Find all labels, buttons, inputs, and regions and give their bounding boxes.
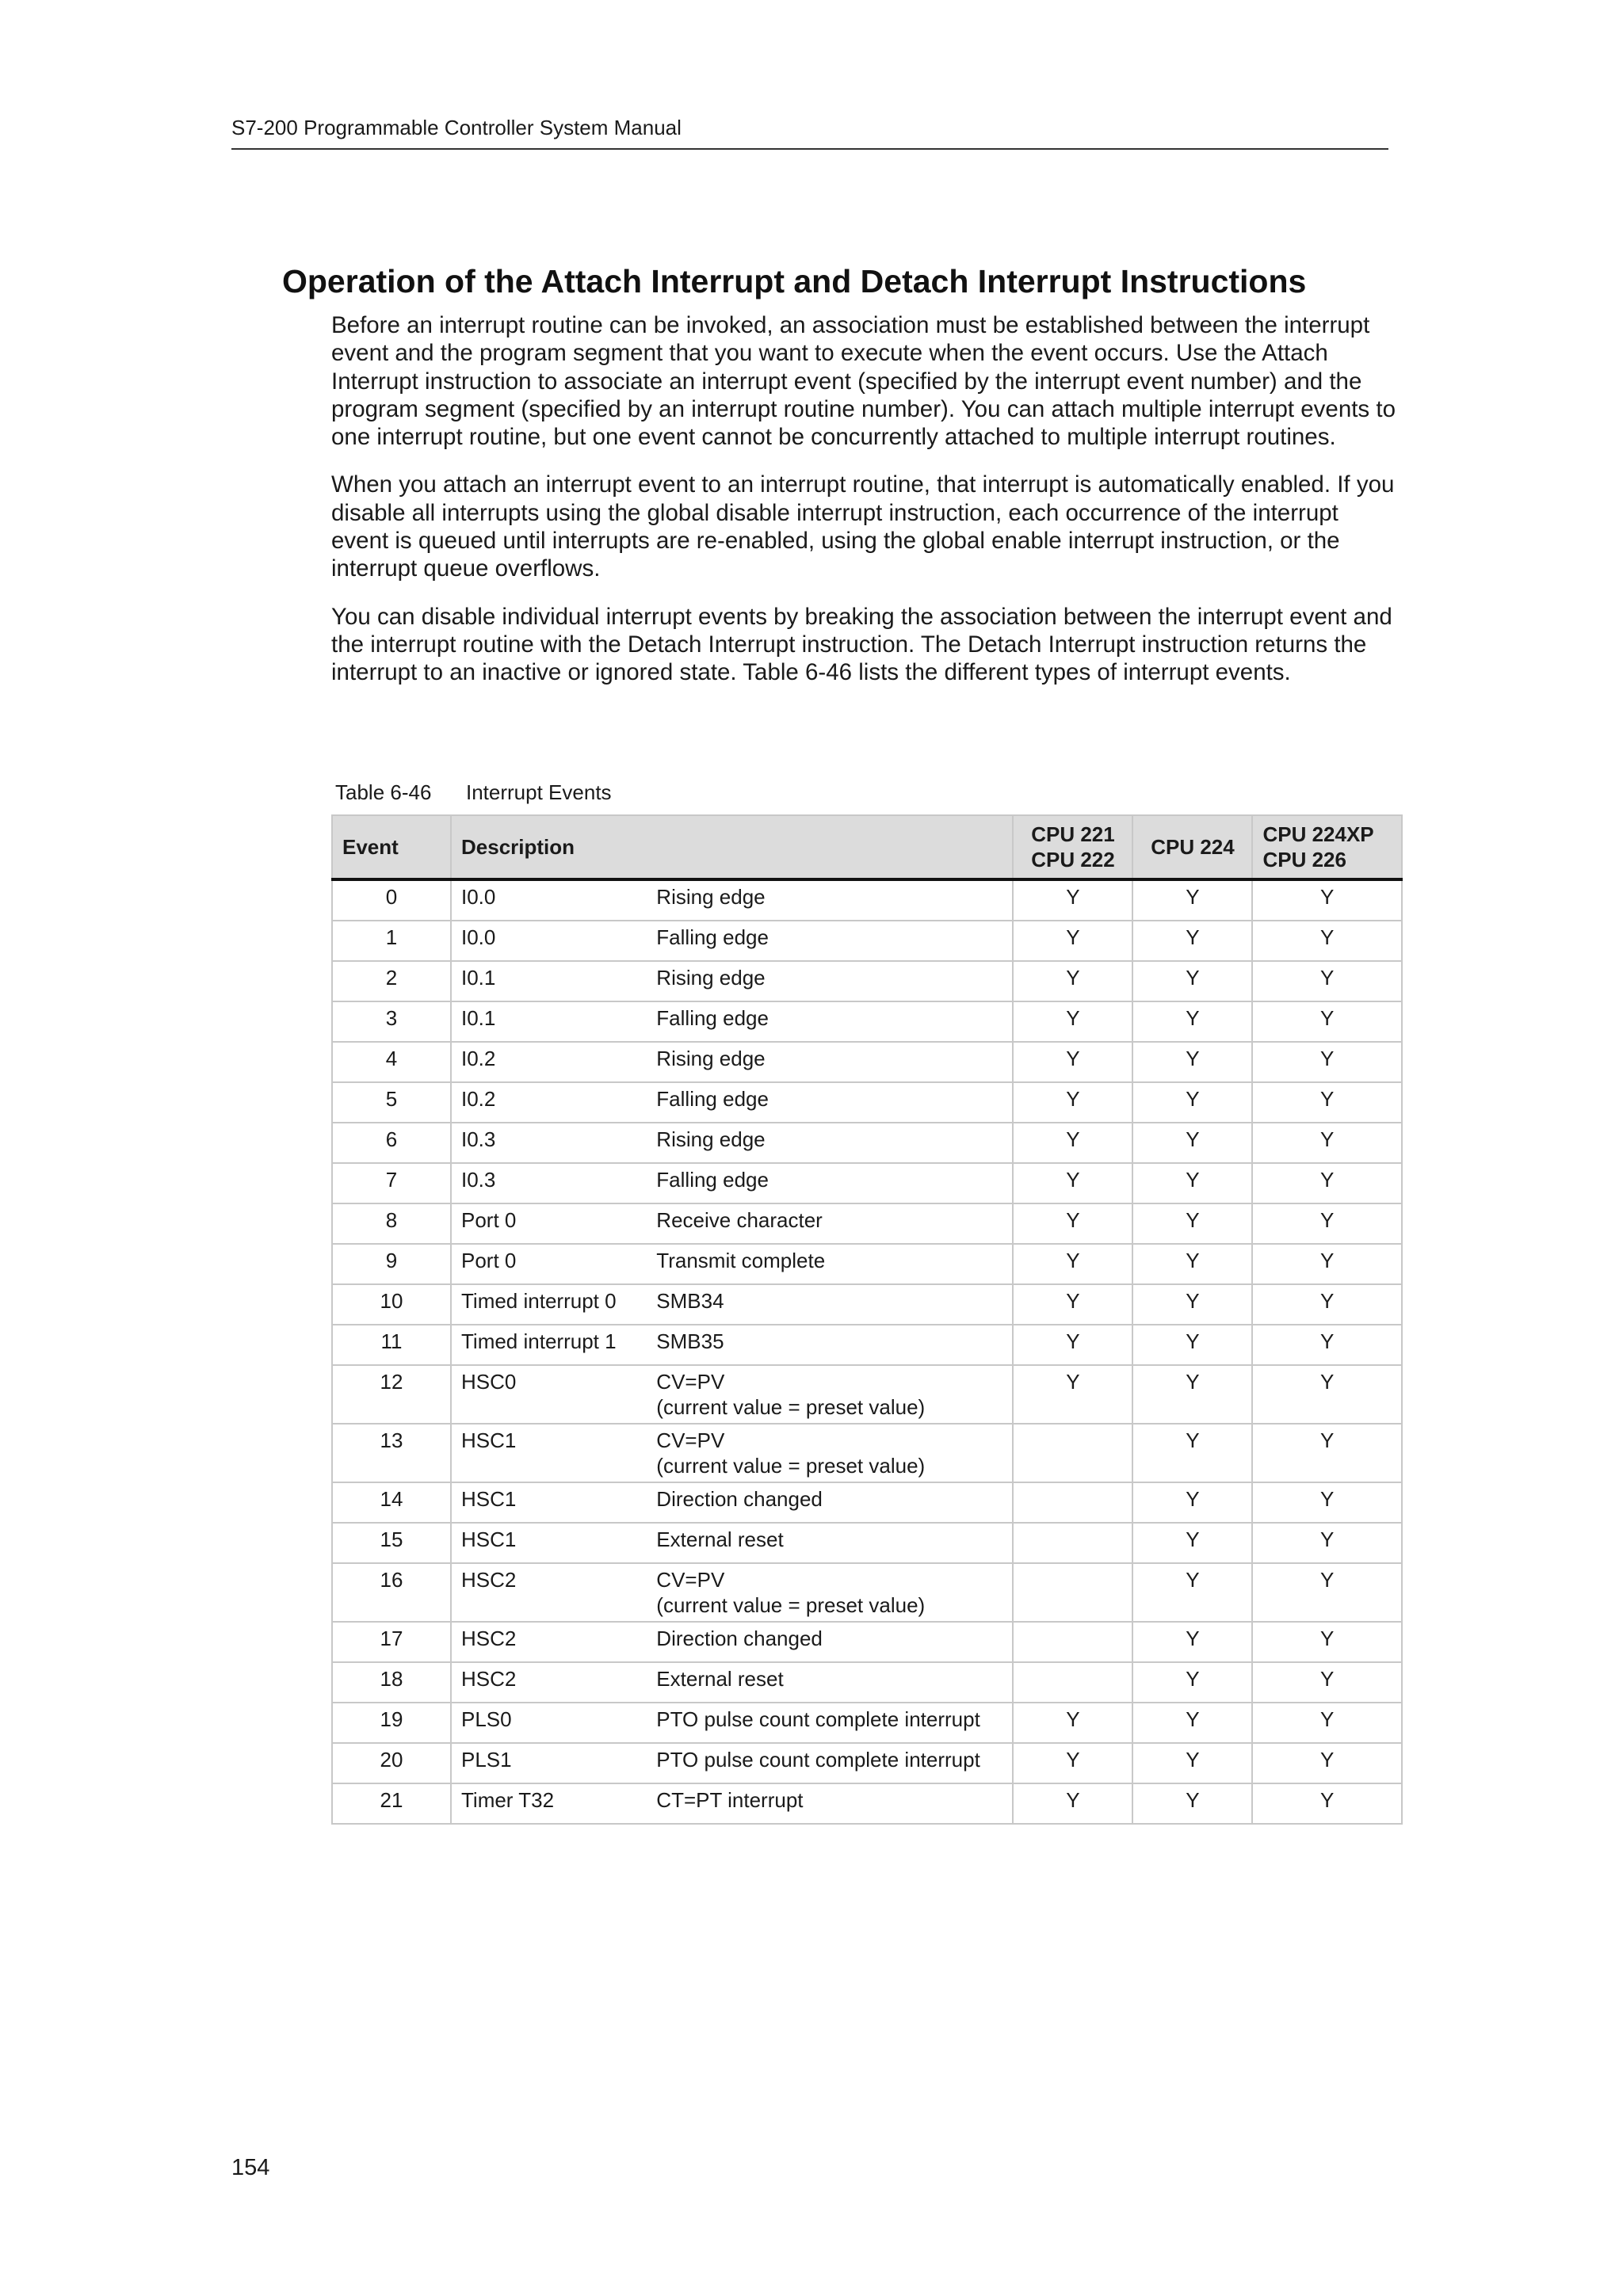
cpu221-222-cell: Y [1013, 1703, 1132, 1743]
header-event: Event [332, 815, 451, 879]
table-caption [335, 780, 612, 805]
event-cell: 17 [332, 1622, 451, 1662]
cpu224-cell: Y [1132, 1042, 1252, 1082]
source-cell: I0.3 [451, 1163, 647, 1203]
cpu221-222-cell: Y [1013, 1163, 1132, 1203]
event-cell: 21 [332, 1783, 451, 1824]
cpu224-cell: Y [1132, 1244, 1252, 1284]
table-row [332, 961, 1402, 1001]
table-row [332, 1001, 1402, 1042]
source-cell: Port 0 [451, 1244, 647, 1284]
table-row [332, 1082, 1402, 1123]
detail-text: PTO pulse count complete interrupt [656, 1707, 980, 1731]
source-cell: PLS1 [451, 1743, 647, 1783]
detail-cell [647, 879, 1013, 921]
source-cell: Port 0 [451, 1203, 647, 1244]
cpu221-222-cell [1013, 1563, 1132, 1622]
cpu224xp-226-cell: Y [1252, 1001, 1402, 1042]
event-cell: 13 [332, 1424, 451, 1482]
source-cell: HSC1 [451, 1482, 647, 1523]
cpu224-cell: Y [1132, 1123, 1252, 1163]
detail-cell [647, 1365, 1013, 1424]
table-row [332, 1743, 1402, 1783]
detail-cell [647, 961, 1013, 1001]
cpu224-cell: Y [1132, 1203, 1252, 1244]
source-cell: I0.1 [451, 1001, 647, 1042]
page-number: 154 [231, 2155, 270, 2180]
detail-cell [647, 1743, 1013, 1783]
interrupt-events-table [331, 814, 1403, 1825]
detail-text: Falling edge [656, 925, 769, 949]
cpu221-222-cell [1013, 1662, 1132, 1703]
cpu224-cell: Y [1132, 1284, 1252, 1325]
detail-subtext: (current value = preset value) [656, 1593, 926, 1617]
table-caption-title: Interrupt Events [466, 780, 612, 804]
source-cell: I0.2 [451, 1042, 647, 1082]
cpu224-cell: Y [1132, 1783, 1252, 1824]
detail-text: External reset [656, 1527, 784, 1551]
table-row [332, 1662, 1402, 1703]
source-cell: I0.2 [451, 1082, 647, 1123]
table-row [332, 1042, 1402, 1082]
table-row [332, 879, 1402, 921]
table-row [332, 1703, 1402, 1743]
header-cpu221-222 [1013, 815, 1132, 879]
detail-text: Transmit complete [656, 1249, 826, 1272]
cpu224xp-226-cell: Y [1252, 1523, 1402, 1563]
detail-cell [647, 1622, 1013, 1662]
detail-cell [647, 1783, 1013, 1824]
cpu224xp-226-cell: Y [1252, 1482, 1402, 1523]
section-title: Operation of the Attach Interrupt and Detach Interrupt Instructions [282, 263, 1307, 299]
cpu221-222-cell: Y [1013, 961, 1132, 1001]
cpu224-cell: Y [1132, 1424, 1252, 1482]
detail-cell [647, 1523, 1013, 1563]
cpu224xp-226-cell: Y [1252, 1082, 1402, 1123]
event-cell: 18 [332, 1662, 451, 1703]
event-cell: 11 [332, 1325, 451, 1365]
detail-text: Receive character [656, 1208, 823, 1232]
cpu224xp-226-cell: Y [1252, 1662, 1402, 1703]
detail-text: External reset [656, 1667, 784, 1691]
cpu224xp-226-cell: Y [1252, 1365, 1402, 1424]
detail-text: SMB35 [656, 1329, 724, 1353]
detail-text: CT=PT interrupt [656, 1788, 804, 1812]
cpu224-cell: Y [1132, 1482, 1252, 1523]
event-cell: 16 [332, 1563, 451, 1622]
detail-cell [647, 921, 1013, 961]
table-row [332, 1163, 1402, 1203]
detail-cell [647, 1284, 1013, 1325]
cpu224xp-226-cell: Y [1252, 1743, 1402, 1783]
cpu221-222-cell: Y [1013, 879, 1132, 921]
detail-text: Rising edge [656, 1127, 766, 1151]
cpu224xp-226-cell: Y [1252, 1244, 1402, 1284]
event-cell: 7 [332, 1163, 451, 1203]
cpu221-222-cell: Y [1013, 1325, 1132, 1365]
cpu224xp-226-cell: Y [1252, 1284, 1402, 1325]
header-cpu224: CPU 224 [1132, 815, 1252, 879]
source-cell: I0.1 [451, 961, 647, 1001]
cpu221-222-cell [1013, 1622, 1132, 1662]
cpu224xp-226-cell: Y [1252, 1042, 1402, 1082]
detail-cell [647, 1244, 1013, 1284]
paragraph: Before an interrupt routine can be invoked, an association must be established between the interrupt event and the program segment that you want to execute when the event occurs. Use the Attach Interrupt instruction to associate an interrupt event (specified by the interrupt event number) and the program segment (specified by an interrupt routine number). You can attach multiple interrupt events to one interrupt routine, but one event cannot be concurrently attached to multiple interrupt routines. [331, 312, 1396, 451]
cpu224xp-226-cell: Y [1252, 1703, 1402, 1743]
cpu224xp-226-cell: Y [1252, 1325, 1402, 1365]
event-cell: 3 [332, 1001, 451, 1042]
event-cell: 0 [332, 879, 451, 921]
cpu221-222-cell: Y [1013, 1082, 1132, 1123]
header-cpu224xp-226 [1252, 815, 1402, 879]
cpu224-cell: Y [1132, 1662, 1252, 1703]
cpu221-222-cell [1013, 1523, 1132, 1563]
event-cell: 12 [332, 1365, 451, 1424]
cpu224-cell: Y [1132, 1325, 1252, 1365]
detail-cell [647, 1482, 1013, 1523]
event-cell: 2 [332, 961, 451, 1001]
event-cell: 8 [332, 1203, 451, 1244]
cpu221-222-cell [1013, 1424, 1132, 1482]
cpu224-cell: Y [1132, 1082, 1252, 1123]
source-cell: HSC2 [451, 1662, 647, 1703]
detail-text: CV=PV [656, 1428, 725, 1452]
table-row [332, 1622, 1402, 1662]
cpu221-222-cell: Y [1013, 1123, 1132, 1163]
detail-text: PTO pulse count complete interrupt [656, 1748, 980, 1772]
table-row [332, 921, 1402, 961]
cpu224-cell: Y [1132, 879, 1252, 921]
event-cell: 6 [332, 1123, 451, 1163]
cpu221-222-cell: Y [1013, 1783, 1132, 1824]
header-cpu222: CPU 222 [1031, 848, 1115, 871]
header-cpu226: CPU 226 [1262, 848, 1346, 871]
detail-subtext: (current value = preset value) [656, 1454, 926, 1478]
event-cell: 10 [332, 1284, 451, 1325]
detail-cell [647, 1424, 1013, 1482]
detail-cell [647, 1001, 1013, 1042]
cpu224-cell: Y [1132, 961, 1252, 1001]
cpu224-cell: Y [1132, 1365, 1252, 1424]
detail-cell [647, 1123, 1013, 1163]
event-cell: 5 [332, 1082, 451, 1123]
table-header-row [332, 815, 1402, 879]
table-row [332, 1563, 1402, 1622]
table-row [332, 1783, 1402, 1824]
detail-text: Rising edge [656, 885, 766, 909]
detail-text: Falling edge [656, 1006, 769, 1030]
table-row [332, 1325, 1402, 1365]
event-cell: 4 [332, 1042, 451, 1082]
cpu221-222-cell: Y [1013, 1743, 1132, 1783]
detail-text: Falling edge [656, 1087, 769, 1111]
cpu224-cell: Y [1132, 921, 1252, 961]
cpu221-222-cell: Y [1013, 1284, 1132, 1325]
source-cell: I0.0 [451, 921, 647, 961]
detail-text: Rising edge [656, 966, 766, 990]
source-cell: HSC0 [451, 1365, 647, 1424]
source-cell: HSC1 [451, 1424, 647, 1482]
detail-cell [647, 1203, 1013, 1244]
detail-text: Direction changed [656, 1627, 823, 1650]
cpu224xp-226-cell: Y [1252, 1163, 1402, 1203]
table-row [332, 1365, 1402, 1424]
detail-text: SMB34 [656, 1289, 724, 1313]
table-body [332, 879, 1402, 1824]
source-cell: HSC1 [451, 1523, 647, 1563]
cpu224xp-226-cell: Y [1252, 1123, 1402, 1163]
event-cell: 15 [332, 1523, 451, 1563]
cpu224xp-226-cell: Y [1252, 1203, 1402, 1244]
source-cell: HSC2 [451, 1622, 647, 1662]
cpu221-222-cell: Y [1013, 1001, 1132, 1042]
cpu224-cell: Y [1132, 1001, 1252, 1042]
source-cell: HSC2 [451, 1563, 647, 1622]
cpu224xp-226-cell: Y [1252, 961, 1402, 1001]
table-row [332, 1424, 1402, 1482]
event-cell: 1 [332, 921, 451, 961]
cpu221-222-cell [1013, 1482, 1132, 1523]
event-cell: 20 [332, 1743, 451, 1783]
source-cell: Timed interrupt 1 [451, 1325, 647, 1365]
detail-subtext: (current value = preset value) [656, 1395, 926, 1419]
detail-cell [647, 1082, 1013, 1123]
cpu221-222-cell: Y [1013, 1042, 1132, 1082]
paragraph: You can disable individual interrupt events by breaking the association between the interrupt event and the interrupt routine with the Detach Interrupt instruction. The Detach Interrupt instruction returns the interrupt to an inactive or ignored state. Table 6-46 lists the different types of interrupt events. [331, 603, 1392, 686]
table-row [332, 1482, 1402, 1523]
detail-cell [647, 1325, 1013, 1365]
event-cell: 14 [332, 1482, 451, 1523]
detail-cell [647, 1563, 1013, 1622]
cpu224-cell: Y [1132, 1622, 1252, 1662]
cpu224xp-226-cell: Y [1252, 1783, 1402, 1824]
source-cell: Timed interrupt 0 [451, 1284, 647, 1325]
detail-cell [647, 1703, 1013, 1743]
paragraph: When you attach an interrupt event to an interrupt routine, that interrupt is automatically enabled. If you disable all interrupts using the global disable interrupt instruction, each occurrence of the interrupt event is queued until interrupts are re-enabled, using the global enable interrupt instruction, or the interrupt queue overflows. [331, 471, 1395, 582]
body-text [331, 311, 1401, 707]
cpu224-cell: Y [1132, 1523, 1252, 1563]
cpu221-222-cell: Y [1013, 1244, 1132, 1284]
cpu224xp-226-cell: Y [1252, 1622, 1402, 1662]
event-cell: 9 [332, 1244, 451, 1284]
cpu224xp-226-cell: Y [1252, 1424, 1402, 1482]
table-row [332, 1244, 1402, 1284]
table-caption-number: Table 6-46 [335, 780, 432, 804]
header-cpu221: CPU 221 [1031, 822, 1115, 846]
cpu221-222-cell: Y [1013, 1203, 1132, 1244]
source-cell: I0.3 [451, 1123, 647, 1163]
cpu224-cell: Y [1132, 1743, 1252, 1783]
detail-text: Falling edge [656, 1168, 769, 1192]
table-row [332, 1123, 1402, 1163]
cpu224-cell: Y [1132, 1563, 1252, 1622]
header-cpu224xp: CPU 224XP [1262, 822, 1374, 846]
cpu224xp-226-cell: Y [1252, 879, 1402, 921]
source-cell: PLS0 [451, 1703, 647, 1743]
cpu224-cell: Y [1132, 1163, 1252, 1203]
cpu224-cell: Y [1132, 1703, 1252, 1743]
table-row [332, 1203, 1402, 1244]
cpu221-222-cell: Y [1013, 1365, 1132, 1424]
detail-text: CV=PV [656, 1568, 725, 1592]
source-cell: I0.0 [451, 879, 647, 921]
header-description: Description [451, 815, 1013, 879]
detail-cell [647, 1662, 1013, 1703]
table-row [332, 1284, 1402, 1325]
event-cell: 19 [332, 1703, 451, 1743]
detail-text: Direction changed [656, 1487, 823, 1511]
table-row [332, 1523, 1402, 1563]
detail-text: CV=PV [656, 1370, 725, 1394]
detail-cell [647, 1163, 1013, 1203]
cpu221-222-cell: Y [1013, 921, 1132, 961]
running-header: S7-200 Programmable Controller System Manual [231, 116, 1388, 150]
cpu224xp-226-cell: Y [1252, 1563, 1402, 1622]
detail-text: Rising edge [656, 1047, 766, 1070]
cpu224xp-226-cell: Y [1252, 921, 1402, 961]
detail-cell [647, 1042, 1013, 1082]
source-cell: Timer T32 [451, 1783, 647, 1824]
